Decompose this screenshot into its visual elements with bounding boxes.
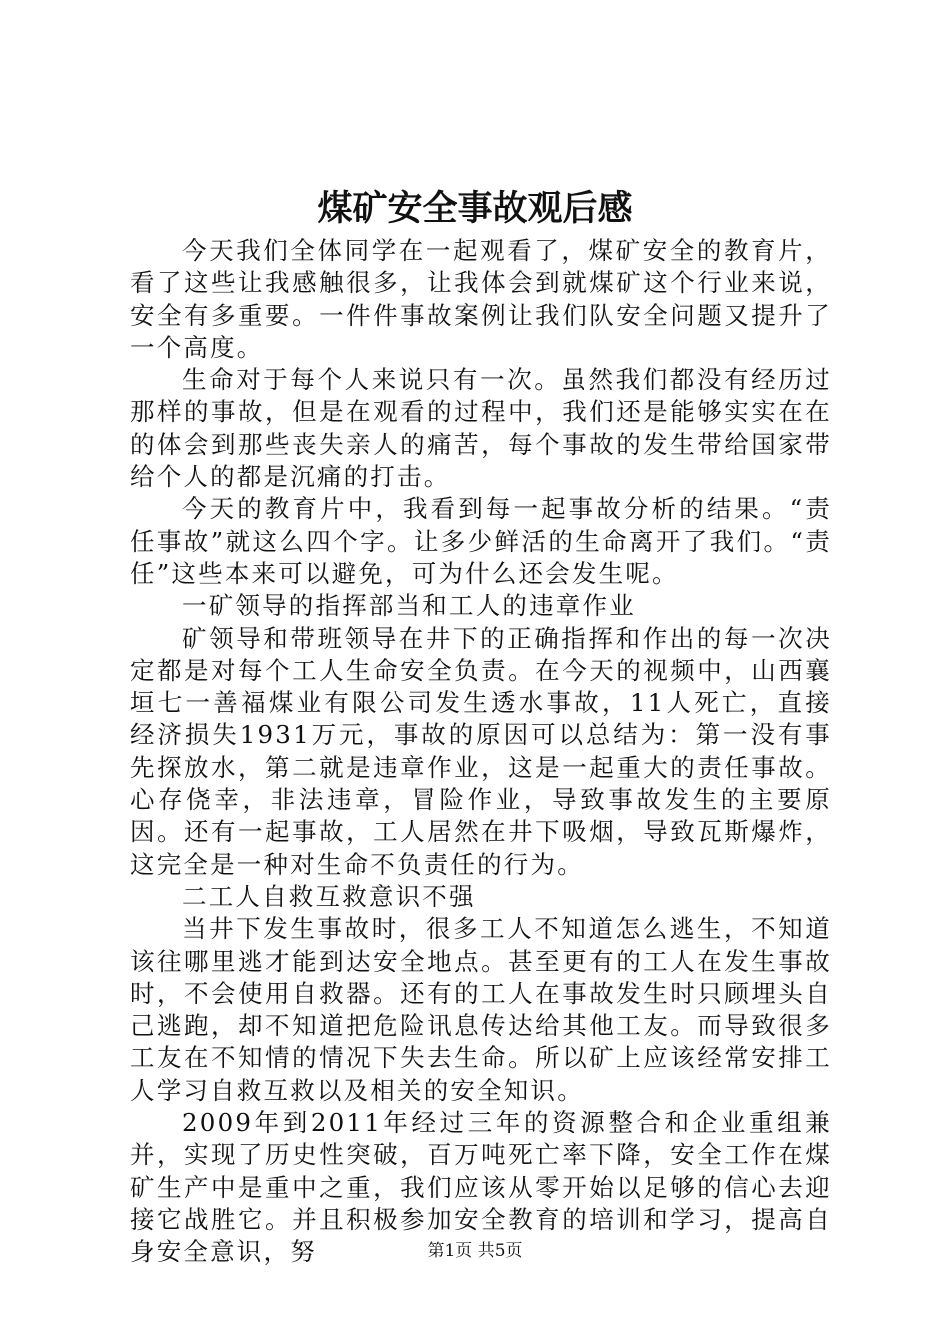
section-heading-two: 二工人自救互救意识不强 — [182, 881, 476, 911]
paragraph-self-rescue: 当井下发生事故时，很多工人不知道怎么逃生，不知道该往哪里逃才能到达安全地点。甚至更有的工人在发生事故时，不会使用自救器。还有的工人在事故发生时只顾埋头自己逃跑，却不知道把危险讯息传达给其他工友。而导致很多工友在不知情的情况下失去生命。所以矿上应该经常安排工人学习自救互救以及相关的安全知识。 — [130, 914, 832, 1105]
paragraph-leadership: 矿领导和带班领导在井下的正确指挥和作出的每一次决定都是对每个工人生命安全负责。在今天的视频中，山西襄垣七一善福煤业有限公司发生透水事故，11人死亡，直接经济损失1931万元，事故的原因可以总结为：第一没有事先探放水，第二就是违章作业，这是一起重大的责任事故。心存侥幸，非法违章，冒险作业，导致事故发生的主要原因。还有一起事故，工人居然在井下吸烟，导致瓦斯爆炸，这完全是一种对生命不负责任的行为。 — [130, 623, 832, 879]
paragraph-life: 生命对于每个人来说只有一次。虽然我们都没有经历过那样的事故，但是在观看的过程中，我们还是能够实实在在的体会到那些丧失亲人的痛苦，每个事故的发生带给国家带给个人的都是沉痛的打击。 — [130, 365, 832, 492]
page-number-footer: 第1页 共5页 — [427, 1241, 523, 1261]
section-heading-one: 一矿领导的指挥部当和工人的违章作业 — [182, 591, 636, 621]
document-body — [130, 235, 832, 1269]
paragraph-conclusion: 2009年到2011年经过三年的资源整合和企业重组兼并，实现了历史性突破，百万吨死亡率下降，安全工作在煤矿生产中是重中之重，我们应该从零开始以足够的信心去迎接它战胜它。并且积极参加安全教育的培训和学习，提高自身安全意识，努 — [130, 1108, 832, 1267]
paragraph-responsibility: 今天的教育片中，我看到每一起事故分析的结果。“责任事故”就这么四个字。让多少鲜活的生命离开了我们。“责任”这些本来可以避免，可为什么还会发生呢。 — [130, 494, 832, 588]
paragraph-intro: 今天我们全体同学在一起观看了，煤矿安全的教育片，看了这些让我感触很多，让我体会到就煤矿这个行业来说，安全有多重要。一件件事故案例让我们队安全问题又提升了一个高度。 — [130, 236, 832, 362]
document-title: 煤矿安全事故观后感 — [317, 188, 633, 229]
